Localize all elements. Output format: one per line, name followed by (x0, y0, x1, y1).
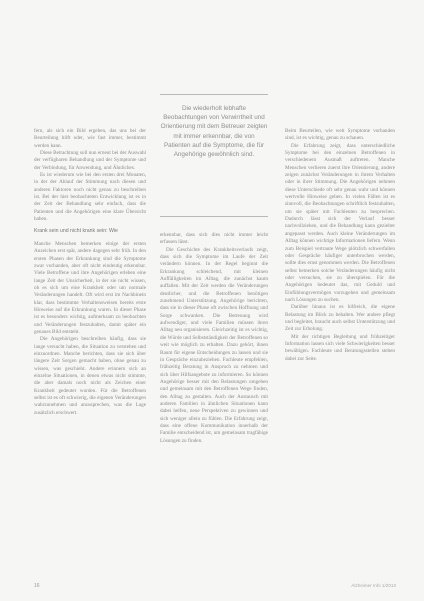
footer-publication: Alzheimer Info 1/2013 (351, 583, 396, 588)
paragraph: Beim Beurteilen, wie weit Symptome vorhanden sind, ist es wichtig, genau zu schauen. (285, 128, 395, 142)
paragraph: Darüber hinaus ist es hilfreich, die eigene Belastung im Blick zu behalten. Wer andere pflegt und begleitet, braucht auch selbst Unterstützung und Zeit zur Erholung. (285, 304, 395, 333)
pull-quote-text: Die wiederholt lebhafte Beobachtungen von Verwirrtheit und Orientierung mit dem Betreuer zeigten mit immer erkennbar, die von Patienten auf die Symptome, die für Angehörige gewöhnlich sind. (160, 105, 268, 159)
paragraph: Die Geschichte des Krankheitsverlaufs zeigt, dass sich die Symptome im Laufe der Zeit verändern können. In der Regel beginnt die Erkrankung schleichend, mit kleinen Auffälligkeiten im Alltag, die zunächst kaum auffallen. Mit der Zeit werden die Veränderungen deutlicher, und die Betroffenen benötigen zunehmend Unterstützung. Angehörige berichten, dass sie in dieser Phase oft zwischen Hoffnung und Sorge schwanken. Die Betreuung wird aufwendiger, und viele Familien müssen ihren Alltag neu organisieren. Gleichzeitig ist es wichtig, die Würde und Selbstständigkeit der Betroffenen so weit wie möglich zu erhalten. Dazu gehört, ihnen Raum für eigene Entscheidungen zu lassen und sie in Gespräche einzubeziehen. Fachleute empfehlen, frühzeitig Beratung in Anspruch zu nehmen und sich über Hilfsangebote zu informieren. So können Angehörige besser mit den Belastungen umgehen und gemeinsam mit den Betroffenen Wege finden, den Alltag zu gestalten. Auch der Austausch mit anderen Familien in ähnlichen Situationen kann dabei helfen, neue Perspektiven zu gewinnen und sich weniger allein zu fühlen. Die Erfahrung zeigt, dass eine offene Kommunikation innerhalb der Familie entscheidend ist, um gemeinsam tragfähige Lösungen zu finden. (160, 246, 268, 444)
paragraph: fern, als sich ein Bild ergeben, das uns bei der Beurteilung hilft oder, wie fast immer, bestimmt werden kann. (34, 128, 146, 149)
column-1 (34, 128, 146, 417)
paragraph: Die Erfahrung zeigt, dass unterschiedliche Symptome bei den einzelnen Betroffenen in verschiedenem Ausmaß auftreten. Manche Menschen verlieren zuerst ihre Orientierung, andere zeigen zunächst Veränderungen in ihrem Verhalten oder in ihrer Stimmung. Die Angehörigen nehmen diese Unterschiede oft sehr genau wahr und können wertvolle Hinweise geben. In vielen Fällen ist es sinnvoll, die Beobachtungen schriftlich festzuhalten, um sie später mit Fachleuten zu besprechen. Dadurch lässt sich der Verlauf besser nachvollziehen, und die Behandlung kann gezielter angepasst werden. Auch kleine Veränderungen im Alltag können wichtige Informationen liefern. Wenn zum Beispiel vertraute Wege plötzlich schwerfallen oder Gespräche häufiger unterbrochen werden, sollte dies ernst genommen werden. Die Betroffenen selbst bemerken solche Veränderungen häufig nicht oder versuchen, sie zu überspielen. Für die Angehörigen bedeutet das, mit Geduld und Einfühlungsvermögen vorzugehen und gemeinsam nach Lösungen zu suchen. (285, 142, 395, 303)
column-2 (160, 232, 268, 445)
paragraph: erkennbar, dass sich dies nicht immer leicht erfassen lässt. (160, 232, 268, 246)
column-3 (285, 128, 395, 363)
pull-quote (160, 94, 268, 217)
paragraph: Es ist wiederum wie bei den ersten drei Monaten, in der der Ablauf der Stimmung nach diesen und anderen Faktoren noch nicht genau zu beschreiben ist. Bei der hier beobachteten Entwicklung ist es in der Zeit der Behandlung sehr einfach, dass die Patienten und die Angehörigen eine klare Übersicht haben. (34, 172, 146, 223)
section-subheading: Krank sein und nicht krank sein: Wie (34, 228, 118, 235)
page-number: 16 (34, 583, 40, 589)
paragraph: Mit der richtigen Begleitung und frühzeitiger Information lassen sich viele Schwierigkeiten besser bewältigen. Fachleute und Beratungsstellen stehen dabei zur Seite. (285, 333, 395, 362)
paragraph: Diese Betrachtung soll nun erneut bei der Auswahl der verfügbaren Behandlung und der Symptome und der Verbindung, für Anwendung, und Ähnliches. (34, 150, 146, 171)
paragraph: Die Angehörigen beschreiben häufig, dass sie lange versucht haben, die Situation zu verstehen und einzuordnen. Manche berichten, dass sie sich über längere Zeit Sorgen gemacht haben, ohne genau zu wissen, was geschieht. Andere erinnern sich an einzelne Situationen, in denen etwas nicht stimmte, die aber damals noch nicht als Zeichen einer Krankheit gedeutet wurden. Für die Betroffenen selbst ist es oft schwierig, die eigenen Veränderungen wahrzunehmen und anzusprechen, was die Lage zusätzlich erschwert. (34, 336, 146, 416)
paragraph: Manche Menschen bemerken einige der ersten Anzeichen erst spät, andere dagegen sehr früh. In den ersten Phasen der Erkrankung sind die Symptome zwar vorhanden, aber oft nicht eindeutig erkennbar. Viele Betroffene und ihre Angehörigen erleben eine lange Zeit der Unsicherheit, in der sie nicht wissen, ob es sich um eine Krankheit oder um normale Veränderungen handelt. Oft wird erst im Nachhinein klar, dass bestimmte Verhaltensweisen bereits erste Hinweise auf die Erkrankung waren. In dieser Phase ist es besonders wichtig, aufmerksam zu beobachten und Veränderungen festzuhalten, damit später ein genaues Bild entsteht. (34, 240, 146, 335)
